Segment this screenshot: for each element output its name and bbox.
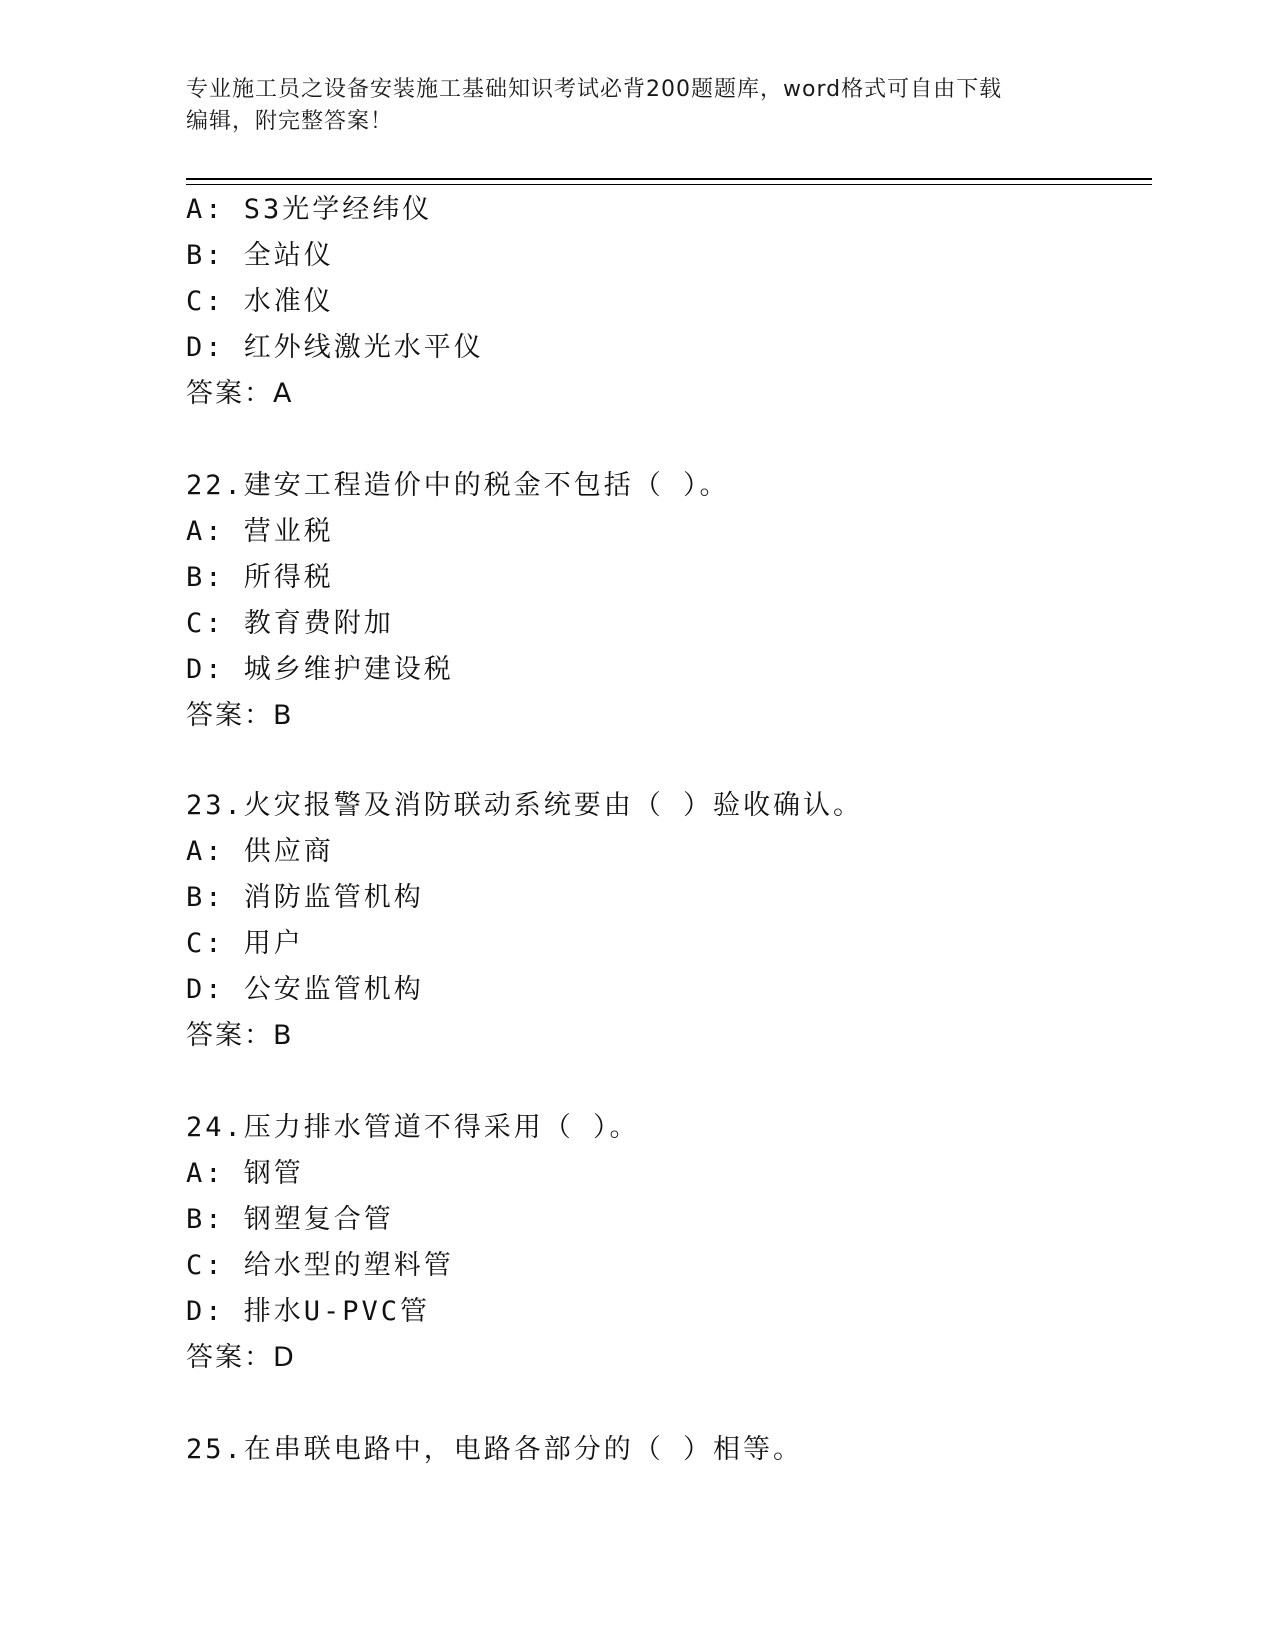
option-b: B: 全站仪 — [186, 240, 334, 271]
option-d: D: 排水U-PVC管 — [186, 1296, 431, 1327]
option-c: C: 水准仪 — [186, 286, 334, 317]
answer: 答案：D — [186, 1342, 296, 1373]
option-c: C: 用户 — [186, 928, 304, 959]
option-a: A: S3光学经纬仪 — [186, 194, 433, 225]
question-text: 25.在串联电路中，电路各部分的（ ）相等。 — [186, 1434, 804, 1465]
question-text: 22.建安工程造价中的税金不包括（ ）。 — [186, 470, 730, 501]
answer: 答案：A — [186, 378, 294, 409]
option-c: C: 教育费附加 — [186, 608, 394, 639]
header-divider — [186, 178, 1152, 180]
answer: 答案：B — [186, 1020, 294, 1051]
question-text: 24.压力排水管道不得采用（ ）。 — [186, 1112, 640, 1143]
answer: 答案：B — [186, 700, 294, 731]
option-d: D: 城乡维护建设税 — [186, 654, 454, 685]
document-header — [186, 74, 1066, 138]
option-a: A: 供应商 — [186, 836, 334, 867]
header-line-1: 专业施工员之设备安装施工基础知识考试必背200题题库，word格式可自由下载 — [186, 77, 1003, 102]
option-b: B: 消防监管机构 — [186, 882, 424, 913]
option-b: B: 所得税 — [186, 562, 334, 593]
header-divider-thin — [186, 184, 1152, 185]
option-d: D: 公安监管机构 — [186, 974, 424, 1005]
header-line-2: 编辑，附完整答案！ — [186, 109, 394, 134]
option-d: D: 红外线激光水平仪 — [186, 332, 484, 363]
option-a: A: 营业税 — [186, 516, 334, 547]
question-text: 23.火灾报警及消防联动系统要由（ ）验收确认。 — [186, 790, 864, 821]
option-b: B: 钢塑复合管 — [186, 1204, 394, 1235]
option-a: A: 钢管 — [186, 1158, 304, 1189]
option-c: C: 给水型的塑料管 — [186, 1250, 454, 1281]
